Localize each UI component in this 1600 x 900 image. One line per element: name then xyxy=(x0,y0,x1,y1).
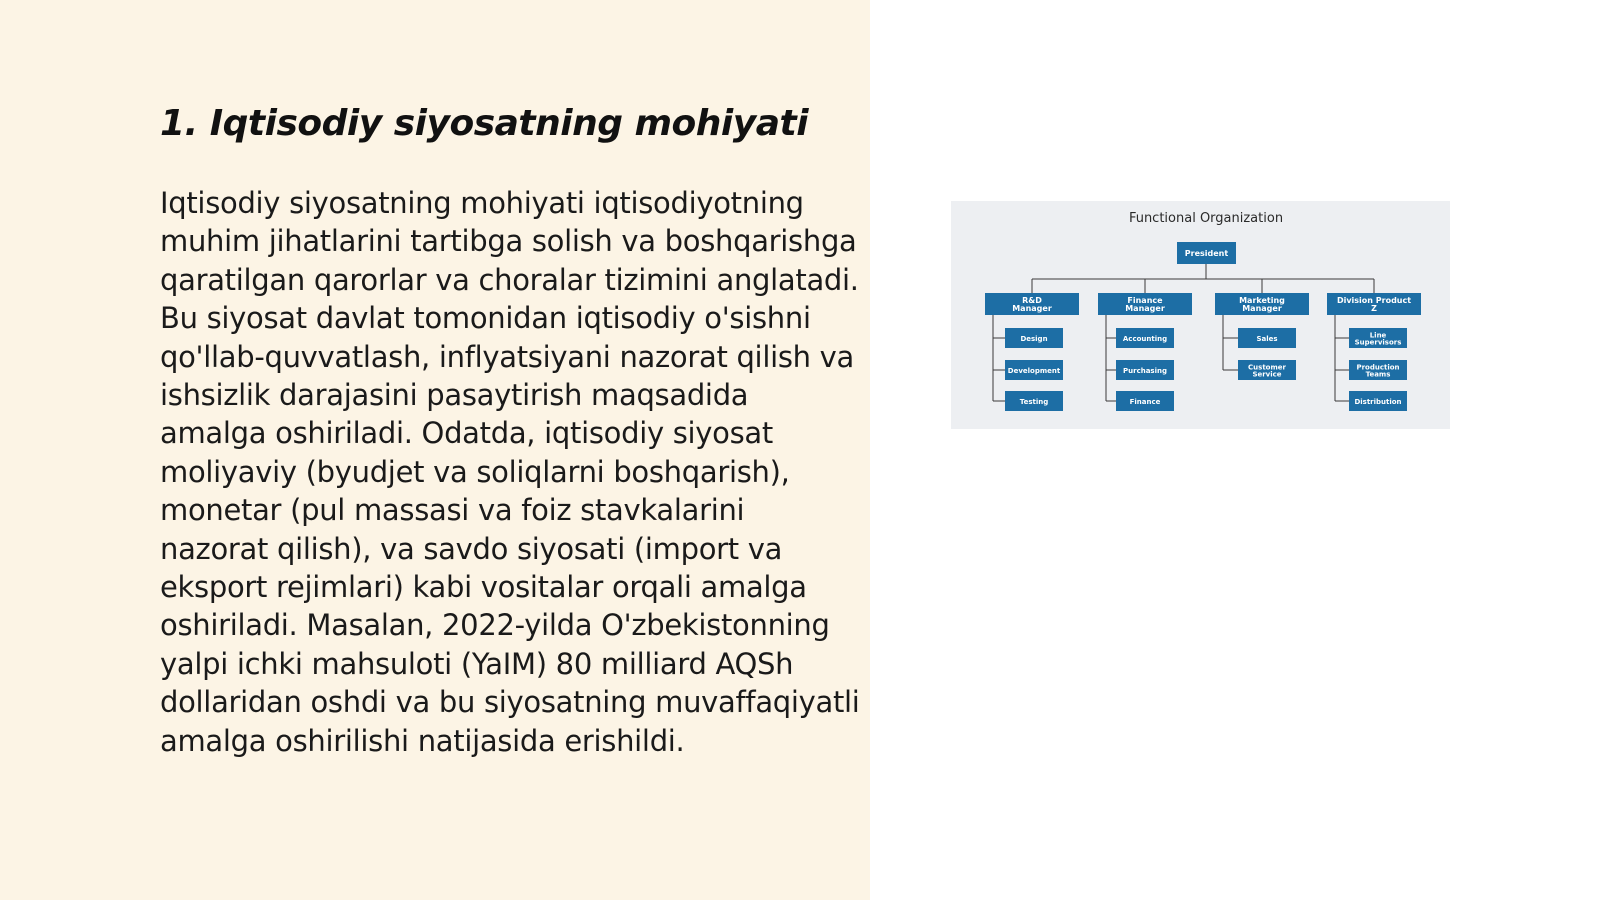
department-label: Teams xyxy=(1365,370,1391,379)
department-label: Supervisors xyxy=(1354,338,1402,347)
department-label: Testing xyxy=(1019,398,1049,406)
org-chart-svg xyxy=(951,201,1450,429)
slide-body-text: Iqtisodiy siyosatning mohiyati iqtisodiyotning muhim jihatlarini tartibga solish va boshqarishga qaratilgan qarorlar va choralar tizimini anglatadi. Bu siyosat davlat tomonidan iqtisodiy o'sishni qo'llab-quvvatlash, inflyatsiyani nazorat qilish va ishsizlik darajasini pasaytirish maqsadida amalga oshiriladi. Odatda, iqtisodiy siyosat moliyaviy (byudjet va soliqlarni boshqarish), monetar (pul massasi va foiz stavkalarini nazorat qilish), va savdo siyosati (import va eksport rejimlari) kabi vositalar orqali amalga oshiriladi. Masalan, 2022-yilda O'zbekistonning yalpi ichki mahsuloti (YaIM) 80 milliard AQSh dollaridan oshdi va bu siyosatning muvaffaqiyatli amalga oshirilishi natijasida erishildi. xyxy=(160,186,860,758)
department-label: Design xyxy=(1020,335,1048,343)
department-label: Accounting xyxy=(1122,335,1168,343)
department-label: Development xyxy=(1007,367,1061,375)
manager-label: R&D xyxy=(1022,296,1042,305)
slide-title: 1. Iqtisodiy siyosatning mohiyati xyxy=(160,103,809,144)
department-label: Sales xyxy=(1256,335,1278,343)
department-label: Production xyxy=(1356,363,1400,372)
manager-label: Manager xyxy=(1125,304,1165,313)
manager-label: Finance xyxy=(1127,296,1163,305)
manager-label: Marketing xyxy=(1239,296,1285,305)
department-label: Customer xyxy=(1248,363,1286,372)
manager-label: Division Product xyxy=(1336,296,1412,305)
president-label: President xyxy=(1184,249,1229,258)
department-label: Finance xyxy=(1129,398,1161,406)
org-chart-title: Functional Organization xyxy=(1128,211,1284,226)
manager-label: Manager xyxy=(1012,304,1052,313)
department-label: Purchasing xyxy=(1123,367,1167,375)
manager-label: Z xyxy=(1371,304,1377,313)
manager-label: Manager xyxy=(1242,304,1282,313)
department-label: Service xyxy=(1252,370,1282,379)
org-chart-image xyxy=(951,201,1450,429)
department-label: Distribution xyxy=(1354,398,1402,406)
department-label: Line xyxy=(1369,331,1387,340)
